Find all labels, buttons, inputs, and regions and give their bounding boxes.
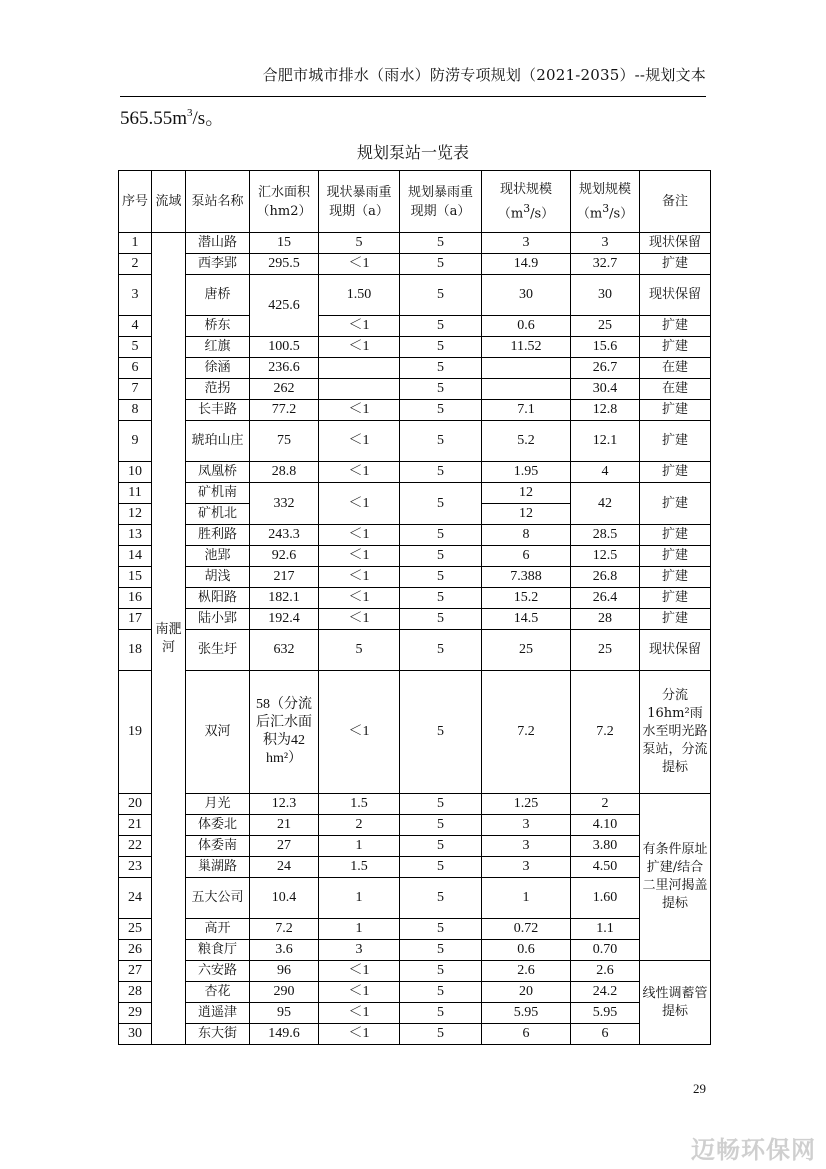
cell-cur-scale: 20 — [482, 982, 571, 1003]
cell-cur-scale: 12 — [482, 483, 571, 504]
cell-plan-scale: 2.6 — [571, 961, 640, 982]
cell-seq: 12 — [119, 504, 152, 525]
cell-cur-period: ＜1 — [319, 254, 400, 275]
cell-name: 桥东 — [186, 316, 250, 337]
table-row — [119, 878, 711, 919]
cell-cur-scale — [482, 358, 571, 379]
cell-plan-period: 5 — [400, 878, 482, 919]
cell-plan-scale: 26.4 — [571, 588, 640, 609]
cell-seq: 14 — [119, 546, 152, 567]
cell-note: 扩建 — [640, 483, 711, 525]
cell-plan-scale: 1.60 — [571, 878, 640, 919]
cell-area: 182.1 — [250, 588, 319, 609]
col-seq: 序号 — [119, 171, 152, 233]
cell-seq: 19 — [119, 671, 152, 794]
cell-cur-period: ＜1 — [319, 671, 400, 794]
cell-area: 290 — [250, 982, 319, 1003]
cell-cur-period: ＜1 — [319, 400, 400, 421]
cell-plan-scale: 6 — [571, 1024, 640, 1045]
cell-group-note: 有条件原址扩建/结合二里河揭盖提标 — [640, 794, 711, 961]
cell-plan-period: 5 — [400, 546, 482, 567]
cell-name: 六安路 — [186, 961, 250, 982]
table-row — [119, 982, 711, 1003]
cell-area: 332 — [250, 483, 319, 525]
cell-plan-scale: 2 — [571, 794, 640, 815]
cell-cur-period: ＜1 — [319, 1024, 400, 1045]
cell-name: 胡浅 — [186, 567, 250, 588]
cell-name: 五大公司 — [186, 878, 250, 919]
table-row — [119, 400, 711, 421]
cell-seq: 29 — [119, 1003, 152, 1024]
cell-note: 扩建 — [640, 316, 711, 337]
cell-plan-scale: 1.1 — [571, 919, 640, 940]
col-basin: 流域 — [152, 171, 186, 233]
cell-plan-scale: 42 — [571, 483, 640, 525]
cell-note: 在建 — [640, 379, 711, 400]
cell-cur-period: ＜1 — [319, 421, 400, 462]
page-number: 29 — [693, 1081, 706, 1096]
col-cur-scale — [482, 171, 571, 233]
cell-plan-period: 5 — [400, 275, 482, 316]
table-row — [119, 462, 711, 483]
cell-name: 张生圩 — [186, 630, 250, 671]
cell-name: 唐桥 — [186, 275, 250, 316]
col-plan-scale-exp: 3 — [602, 201, 610, 215]
cell-seq: 9 — [119, 421, 152, 462]
cell-plan-scale: 28 — [571, 609, 640, 630]
cell-area: 24 — [250, 857, 319, 878]
cell-note: 在建 — [640, 358, 711, 379]
cell-cur-period: 2 — [319, 815, 400, 836]
cell-plan-period: 5 — [400, 525, 482, 546]
cell-seq: 3 — [119, 275, 152, 316]
cell-cur-period: ＜1 — [319, 546, 400, 567]
cell-cur-scale: 1 — [482, 878, 571, 919]
cell-name: 琥珀山庄 — [186, 421, 250, 462]
cell-name: 凤凰桥 — [186, 462, 250, 483]
cell-cur-period: ＜1 — [319, 1003, 400, 1024]
cell-note: 扩建 — [640, 254, 711, 275]
cell-plan-scale: 26.8 — [571, 567, 640, 588]
cell-cur-period: ＜1 — [319, 961, 400, 982]
cell-plan-period: 5 — [400, 815, 482, 836]
cell-plan-period: 5 — [400, 671, 482, 794]
cell-cur-scale — [482, 379, 571, 400]
table-row — [119, 588, 711, 609]
table-row — [119, 421, 711, 462]
cell-cur-period: ＜1 — [319, 337, 400, 358]
table-row — [119, 379, 711, 400]
cell-cur-scale: 7.2 — [482, 671, 571, 794]
cell-seq: 6 — [119, 358, 152, 379]
cell-name: 西李郢 — [186, 254, 250, 275]
cell-name: 高开 — [186, 919, 250, 940]
cell-seq: 27 — [119, 961, 152, 982]
cell-plan-scale: 4.10 — [571, 815, 640, 836]
table-row — [119, 815, 711, 836]
table-row — [119, 483, 711, 504]
cell-cur-period: ＜1 — [319, 609, 400, 630]
cell-name: 徐涵 — [186, 358, 250, 379]
cell-seq: 1 — [119, 233, 152, 254]
cell-seq: 11 — [119, 483, 152, 504]
cell-plan-period: 5 — [400, 982, 482, 1003]
cell-name: 矿机南 — [186, 483, 250, 504]
cell-plan-period: 5 — [400, 794, 482, 815]
cell-name: 体委北 — [186, 815, 250, 836]
cell-cur-period: ＜1 — [319, 567, 400, 588]
cell-cur-scale: 12 — [482, 504, 571, 525]
table-row — [119, 794, 711, 815]
cell-note: 分流16hm²雨水至明光路泵站，分流提标 — [640, 671, 711, 794]
cell-cur-period: 1 — [319, 919, 400, 940]
col-cur-scale-exp: 3 — [523, 201, 531, 215]
cell-plan-scale: 24.2 — [571, 982, 640, 1003]
cell-seq: 4 — [119, 316, 152, 337]
cell-cur-period — [319, 358, 400, 379]
cell-cur-period: 1.5 — [319, 857, 400, 878]
table-row — [119, 358, 711, 379]
table-row — [119, 940, 711, 961]
cell-cur-scale: 25 — [482, 630, 571, 671]
cell-plan-period: 5 — [400, 961, 482, 982]
cell-cur-scale: 3 — [482, 815, 571, 836]
cell-note: 扩建 — [640, 567, 711, 588]
cell-name: 月光 — [186, 794, 250, 815]
cell-name: 长丰路 — [186, 400, 250, 421]
cell-name: 双河 — [186, 671, 250, 794]
cell-cur-scale: 6 — [482, 1024, 571, 1045]
cell-area: 77.2 — [250, 400, 319, 421]
table-row — [119, 567, 711, 588]
cell-plan-period: 5 — [400, 400, 482, 421]
cell-plan-period: 5 — [400, 857, 482, 878]
cell-note: 扩建 — [640, 609, 711, 630]
col-cur-period: 现状暴雨重现期（a） — [319, 171, 400, 233]
cell-cur-scale: 3 — [482, 233, 571, 254]
cell-seq: 23 — [119, 857, 152, 878]
cell-cur-scale: 7.388 — [482, 567, 571, 588]
cell-seq: 5 — [119, 337, 152, 358]
cell-plan-period: 5 — [400, 483, 482, 525]
cell-plan-period: 5 — [400, 358, 482, 379]
cell-seq: 30 — [119, 1024, 152, 1045]
table-row — [119, 337, 711, 358]
cell-plan-scale: 4.50 — [571, 857, 640, 878]
cell-cur-scale: 0.72 — [482, 919, 571, 940]
cell-plan-scale: 30.4 — [571, 379, 640, 400]
col-plan-period: 规划暴雨重现期（a） — [400, 171, 482, 233]
cell-area: 632 — [250, 630, 319, 671]
cell-note: 扩建 — [640, 421, 711, 462]
lead-exponent: 3 — [187, 107, 193, 119]
cell-seq: 17 — [119, 609, 152, 630]
cell-plan-scale: 3 — [571, 233, 640, 254]
cell-seq: 10 — [119, 462, 152, 483]
table-row — [119, 525, 711, 546]
cell-area: 96 — [250, 961, 319, 982]
cell-seq: 2 — [119, 254, 152, 275]
cell-plan-scale: 0.70 — [571, 940, 640, 961]
cell-seq: 25 — [119, 919, 152, 940]
cell-note: 扩建 — [640, 546, 711, 567]
table-row — [119, 316, 711, 337]
cell-seq: 21 — [119, 815, 152, 836]
cell-cur-scale: 5.2 — [482, 421, 571, 462]
cell-note: 扩建 — [640, 588, 711, 609]
table-row — [119, 609, 711, 630]
cell-name: 陆小郢 — [186, 609, 250, 630]
cell-cur-period: 1 — [319, 836, 400, 857]
cell-note: 扩建 — [640, 400, 711, 421]
cell-plan-period: 5 — [400, 379, 482, 400]
cell-plan-period: 5 — [400, 630, 482, 671]
table-row — [119, 671, 711, 794]
cell-cur-scale: 8 — [482, 525, 571, 546]
col-plan-scale-pre: 规划规模（m — [576, 181, 631, 222]
cell-area: 21 — [250, 815, 319, 836]
cell-area: 7.2 — [250, 919, 319, 940]
cell-name: 东大街 — [186, 1024, 250, 1045]
cell-area: 149.6 — [250, 1024, 319, 1045]
cell-area: 236.6 — [250, 358, 319, 379]
cell-plan-scale: 12.1 — [571, 421, 640, 462]
cell-plan-scale: 3.80 — [571, 836, 640, 857]
cell-area: 192.4 — [250, 609, 319, 630]
table-row — [119, 857, 711, 878]
cell-area: 75 — [250, 421, 319, 462]
table-row — [119, 961, 711, 982]
lead-tail: /s。 — [192, 108, 225, 129]
col-note: 备注 — [640, 171, 711, 233]
cell-seq: 13 — [119, 525, 152, 546]
cell-seq: 15 — [119, 567, 152, 588]
cell-name: 体委南 — [186, 836, 250, 857]
cell-plan-period: 5 — [400, 919, 482, 940]
cell-cur-scale: 0.6 — [482, 316, 571, 337]
cell-plan-period: 5 — [400, 337, 482, 358]
cell-plan-period: 5 — [400, 1003, 482, 1024]
col-cur-scale-post: /s） — [530, 206, 555, 222]
cell-name: 范拐 — [186, 379, 250, 400]
cell-plan-scale: 4 — [571, 462, 640, 483]
cell-name: 矿机北 — [186, 504, 250, 525]
cell-name: 潜山路 — [186, 233, 250, 254]
cell-plan-period: 5 — [400, 567, 482, 588]
cell-plan-scale: 30 — [571, 275, 640, 316]
cell-note: 现状保留 — [640, 275, 711, 316]
table-row — [119, 254, 711, 275]
cell-cur-period: ＜1 — [319, 982, 400, 1003]
cell-plan-period: 5 — [400, 940, 482, 961]
cell-plan-scale: 25 — [571, 630, 640, 671]
table-row — [119, 630, 711, 671]
cell-name: 逍遥津 — [186, 1003, 250, 1024]
cell-area: 243.3 — [250, 525, 319, 546]
cell-seq: 24 — [119, 878, 152, 919]
cell-plan-period: 5 — [400, 421, 482, 462]
table-row — [119, 836, 711, 857]
pump-station-table — [118, 170, 711, 1045]
cell-cur-scale: 1.95 — [482, 462, 571, 483]
col-plan-scale-post: /s） — [609, 206, 634, 222]
cell-plan-scale: 15.6 — [571, 337, 640, 358]
cell-plan-period: 5 — [400, 609, 482, 630]
cell-area: 100.5 — [250, 337, 319, 358]
cell-area: 217 — [250, 567, 319, 588]
cell-area: 3.6 — [250, 940, 319, 961]
cell-name: 池郢 — [186, 546, 250, 567]
cell-name: 红旗 — [186, 337, 250, 358]
cell-area: 262 — [250, 379, 319, 400]
page-header: 合肥市城市排水（雨水）防涝专项规划（2021-2035）--规划文本 — [262, 66, 706, 84]
header-rule — [120, 96, 706, 97]
cell-plan-period: 5 — [400, 836, 482, 857]
table-row — [119, 546, 711, 567]
cell-cur-scale: 1.25 — [482, 794, 571, 815]
cell-plan-scale: 12.5 — [571, 546, 640, 567]
cell-plan-scale: 7.2 — [571, 671, 640, 794]
cell-cur-scale: 7.1 — [482, 400, 571, 421]
cell-basin: 南淝河 — [152, 233, 186, 1045]
table-caption: 规划泵站一览表 — [356, 143, 469, 162]
cell-cur-scale: 15.2 — [482, 588, 571, 609]
cell-area: 58（分流后汇水面积为42 hm²） — [250, 671, 319, 794]
cell-cur-period: 5 — [319, 233, 400, 254]
table-row — [119, 1003, 711, 1024]
cell-group-note: 线性调蓄管提标 — [640, 961, 711, 1045]
cell-cur-period: ＜1 — [319, 462, 400, 483]
cell-plan-period: 5 — [400, 588, 482, 609]
table-header-row — [119, 171, 711, 233]
cell-note: 扩建 — [640, 337, 711, 358]
cell-area: 92.6 — [250, 546, 319, 567]
cell-plan-scale: 5.95 — [571, 1003, 640, 1024]
cell-area: 15 — [250, 233, 319, 254]
cell-seq: 20 — [119, 794, 152, 815]
cell-cur-period: ＜1 — [319, 316, 400, 337]
cell-area: 10.4 — [250, 878, 319, 919]
cell-area: 425.6 — [250, 275, 319, 337]
cell-plan-scale: 26.7 — [571, 358, 640, 379]
cell-plan-scale: 32.7 — [571, 254, 640, 275]
cell-area: 95 — [250, 1003, 319, 1024]
cell-plan-period: 5 — [400, 316, 482, 337]
cell-cur-scale: 14.9 — [482, 254, 571, 275]
cell-cur-scale: 3 — [482, 857, 571, 878]
col-plan-scale — [571, 171, 640, 233]
cell-cur-period: 1.50 — [319, 275, 400, 316]
cell-cur-period: 1.5 — [319, 794, 400, 815]
cell-cur-scale: 0.6 — [482, 940, 571, 961]
col-area: 汇水面积（hm2） — [250, 171, 319, 233]
cell-plan-period: 5 — [400, 1024, 482, 1045]
cell-cur-period: ＜1 — [319, 525, 400, 546]
table-row — [119, 919, 711, 940]
cell-cur-period: ＜1 — [319, 588, 400, 609]
table-row — [119, 1024, 711, 1045]
cell-cur-scale: 30 — [482, 275, 571, 316]
cell-cur-period: 1 — [319, 878, 400, 919]
table-body — [119, 233, 711, 1045]
cell-cur-period: 5 — [319, 630, 400, 671]
cell-cur-period: ＜1 — [319, 483, 400, 525]
cell-name: 胜利路 — [186, 525, 250, 546]
table-row — [119, 275, 711, 316]
cell-name: 枞阳路 — [186, 588, 250, 609]
cell-area: 28.8 — [250, 462, 319, 483]
table-row — [119, 233, 711, 254]
cell-plan-scale: 25 — [571, 316, 640, 337]
cell-area: 295.5 — [250, 254, 319, 275]
cell-seq: 18 — [119, 630, 152, 671]
cell-seq: 16 — [119, 588, 152, 609]
cell-note: 扩建 — [640, 525, 711, 546]
cell-cur-scale: 6 — [482, 546, 571, 567]
cell-cur-scale: 14.5 — [482, 609, 571, 630]
cell-cur-scale: 11.52 — [482, 337, 571, 358]
cell-plan-scale: 28.5 — [571, 525, 640, 546]
lead-value: 565.55m — [120, 108, 188, 129]
cell-name: 杏花 — [186, 982, 250, 1003]
cell-name: 粮食厅 — [186, 940, 250, 961]
cell-area: 12.3 — [250, 794, 319, 815]
cell-cur-period: 3 — [319, 940, 400, 961]
cell-plan-period: 5 — [400, 233, 482, 254]
cell-seq: 28 — [119, 982, 152, 1003]
lead-text — [120, 103, 224, 130]
cell-seq: 22 — [119, 836, 152, 857]
cell-seq: 8 — [119, 400, 152, 421]
cell-cur-scale: 2.6 — [482, 961, 571, 982]
cell-note: 现状保留 — [640, 233, 711, 254]
cell-seq: 26 — [119, 940, 152, 961]
cell-plan-period: 5 — [400, 254, 482, 275]
cell-plan-scale: 12.8 — [571, 400, 640, 421]
cell-note: 扩建 — [640, 462, 711, 483]
watermark: 迈畅环保网 — [691, 1136, 816, 1164]
cell-cur-period — [319, 379, 400, 400]
cell-plan-period: 5 — [400, 462, 482, 483]
cell-note: 现状保留 — [640, 630, 711, 671]
cell-cur-scale: 3 — [482, 836, 571, 857]
cell-seq: 7 — [119, 379, 152, 400]
cell-cur-scale: 5.95 — [482, 1003, 571, 1024]
col-name: 泵站名称 — [186, 171, 250, 233]
col-cur-scale-pre: 现状规模（m — [497, 181, 552, 222]
cell-name: 巢湖路 — [186, 857, 250, 878]
cell-area: 27 — [250, 836, 319, 857]
